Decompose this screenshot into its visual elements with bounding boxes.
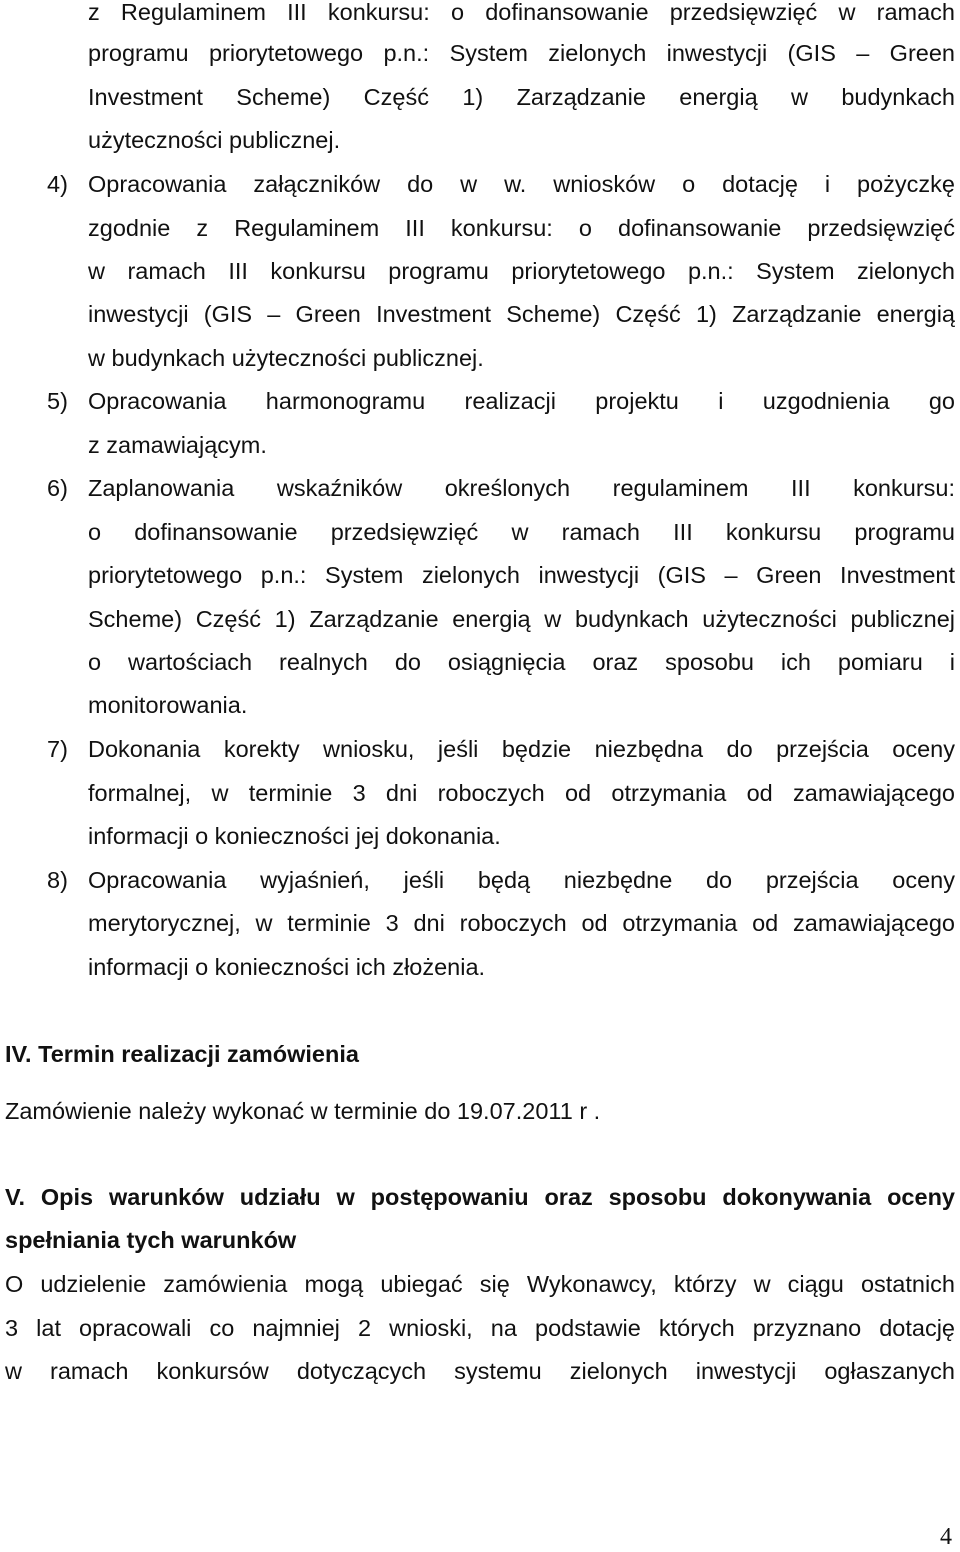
list-item-number: 4): [47, 171, 68, 197]
continuation-line: z Regulaminem III konkursu: o dofinansowanie przedsięwzięć w ramach: [88, 0, 955, 25]
paragraph-line: O udzielenie zamówienia mogą ubiegać się Wykonawcy, którzy w ciągu ostatnich: [5, 1271, 955, 1297]
list-item-line: inwestycji (GIS – Green Investment Scheme) Część 1) Zarządzanie energią: [88, 301, 955, 327]
list-item-line: Opracowania wyjaśnień, jeśli będą niezbędne do przejścia oceny: [88, 867, 955, 893]
list-item-number: 7): [47, 736, 68, 762]
list-item-line: Dokonania korekty wniosku, jeśli będzie niezbędna do przejścia oceny: [88, 736, 955, 762]
paragraph-line: 3 lat opracowali co najmniej 2 wnioski, na podstawie których przyznano dotację: [5, 1315, 955, 1341]
section-heading: V. Opis warunków udziału w postępowaniu oraz sposobu dokonywania oceny: [5, 1184, 955, 1210]
list-item-line: merytorycznej, w terminie 3 dni roboczych od otrzymania od zamawiającego: [88, 910, 955, 936]
list-item-line: Zaplanowania wskaźników określonych regulaminem III konkursu:: [88, 475, 955, 501]
list-item-number: 8): [47, 867, 68, 893]
continuation-line: użyteczności publicznej.: [88, 127, 341, 153]
continuation-line: programu priorytetowego p.n.: System zielonych inwestycji (GIS – Green: [88, 40, 955, 66]
list-item-line: informacji o konieczności jej dokonania.: [88, 823, 501, 849]
list-item-line: informacji o konieczności ich złożenia.: [88, 954, 486, 980]
list-item-line: Opracowania załączników do w w. wniosków o dotację i pożyczkę: [88, 171, 955, 197]
continuation-line: Investment Scheme) Część 1) Zarządzanie energią w budynkach: [88, 84, 955, 110]
paragraph-line: w ramach konkursów dotyczących systemu zielonych inwestycji ogłaszanych: [5, 1358, 955, 1384]
list-item-line: z zamawiającym.: [88, 432, 267, 458]
list-item-line: w budynkach użyteczności publicznej.: [88, 345, 484, 371]
section-heading: spełniania tych warunków: [5, 1227, 297, 1253]
section-heading: IV. Termin realizacji zamówienia: [5, 1041, 359, 1067]
list-item-line: priorytetowego p.n.: System zielonych inwestycji (GIS – Green Investment: [88, 562, 955, 588]
list-item-line: o dofinansowanie przedsięwzięć w ramach III konkursu programu: [88, 519, 955, 545]
list-item-line: zgodnie z Regulaminem III konkursu: o dofinansowanie przedsięwzięć: [88, 215, 955, 241]
list-item-line: Opracowania harmonogramu realizacji projektu i uzgodnienia go: [88, 388, 955, 414]
paragraph-line: Zamówienie należy wykonać w terminie do 19.07.2011 r .: [5, 1098, 601, 1124]
list-item-line: Scheme) Część 1) Zarządzanie energią w budynkach użyteczności publicznej: [88, 606, 955, 632]
page-number: 4: [940, 1524, 952, 1550]
list-item-line: w ramach III konkursu programu priorytetowego p.n.: System zielonych: [88, 258, 955, 284]
list-item-number: 6): [47, 475, 68, 501]
list-item-number: 5): [47, 388, 68, 414]
list-item-line: o wartościach realnych do osiągnięcia oraz sposobu ich pomiaru i: [88, 649, 955, 675]
list-item-line: monitorowania.: [88, 692, 248, 718]
list-item-line: formalnej, w terminie 3 dni roboczych od otrzymania od zamawiającego: [88, 780, 955, 806]
